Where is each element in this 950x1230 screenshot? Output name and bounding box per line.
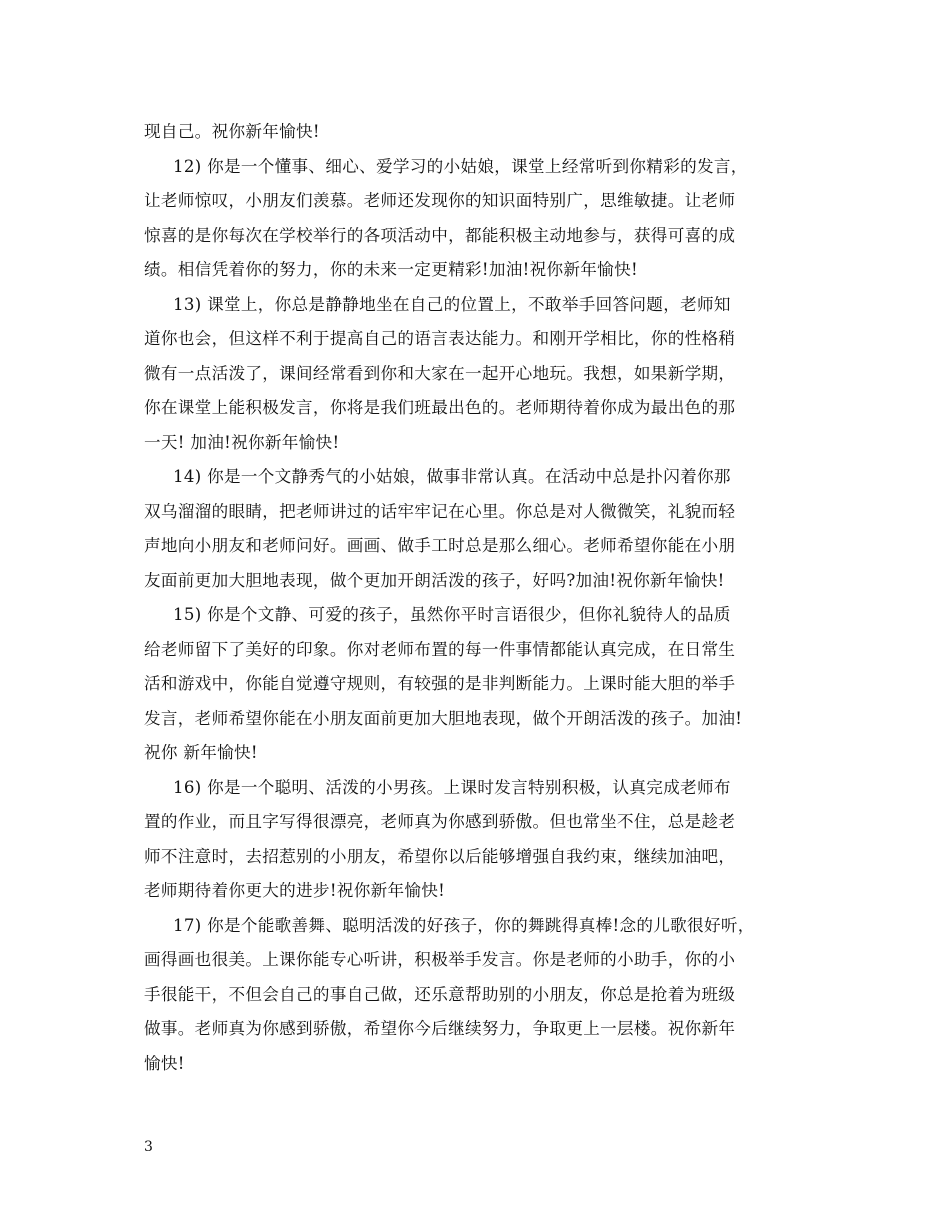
text-line: 老师期待着你更大的进步!祝你新年愉快! [144,881,446,900]
text-line: 声地向小朋友和老师问好。画画、做手工时总是那么细心。老师希望你能在小朋 [144,536,736,555]
text-line: 发言，老师希望你能在小朋友面前更加大胆地表现，做个开朗活泼的孩子。加油! [144,708,743,728]
page-number: 3 [144,1139,153,1155]
text-line: 一天! 加油!祝你新年愉快! [144,432,340,452]
paragraph-13-line: 13) 课堂上，你总是静静地坐在自己的位置上，不敢举手回答问题，老师知 [173,294,731,314]
text-line: 给老师留下了美好的印象。你对老师布置的每一件事情都能认真完成，在日常生 [144,639,736,659]
paragraph-16-line: 16) 你是一个聪明、活泼的小男孩。上课时发言特别积极，认真完成老师布 [173,777,731,797]
text-line: 友面前更加大胆地表现，做个更加开朗活泼的孩子，好吗?加油!祝你新年愉快! [144,570,725,590]
text-line: 活和游戏中，你能自觉遵守规则，有较强的是非判断能力。上课时能大胆的举手 [144,674,736,693]
text-line: 做事。老师真为你感到骄傲，希望你今后继续努力，争取更上一层楼。祝你新年 [144,1019,736,1038]
text-line: 师不注意时，去招惹别的小朋友，希望你以后能够增强自我约束，继续加油吧， [144,846,736,866]
paragraph-12-line: 12) 你是一个懂事、细心、爱学习的小姑娘，课堂上经常听到你精彩的发言， [173,156,748,176]
text-line: 道你也会，但这样不利于提高自己的语言表达能力。和刚开学相比，你的性格稍 [144,329,736,348]
paragraph-17-line: 17) 你是个能歌善舞、聪明活泼的好孩子，你的舞跳得真棒!念的儿歌很好听， [173,915,755,935]
text-line: 绩。相信凭着你的努力，你的未来一定更精彩!加油!祝你新年愉快! [144,260,638,279]
text-line: 微有一点活泼了，课间经常看到你和大家在一起开心地玩。我想，如果新学期， [144,363,736,383]
paragraph-15-line: 15) 你是个文静、可爱的孩子，虽然你平时言语很少，但你礼貌待人的品质 [173,605,731,624]
text-line: 画得画也很美。上课你能专心听讲，积极举手发言。你是老师的小助手，你的小 [144,950,736,969]
paragraph-14-line: 14) 你是一个文静秀气的小姑娘，做事非常认真。在活动中总是扑闪着你那 [173,467,731,486]
text-line: 愉快! [144,1053,185,1073]
text-line: 让老师惊叹，小朋友们羡慕。老师还发现你的知识面特别广，思维敏捷。让老师 [144,191,736,210]
text-line: 你在课堂上能积极发言，你将是我们班最出色的。老师期待着你成为最出色的那 [144,398,736,417]
text-line: 现自己。祝你新年愉快! [144,122,320,141]
document-body [144,115,814,1081]
text-line: 惊喜的是你每次在学校举行的各项活动中，都能积极主动地参与，获得可喜的成 [144,225,736,245]
text-line: 手很能干，不但会自己的事自己做，还乐意帮助别的小朋友，你总是抢着为班级 [144,984,736,1004]
text-line: 置的作业，而且字写得很漂亮，老师真为你感到骄傲。但也常坐不住，总是趁老 [144,812,736,831]
text-line: 祝你 新年愉快! [144,743,258,762]
text-line: 双乌溜溜的眼睛，把老师讲过的话牢牢记在心里。你总是对人微微笑，礼貌而轻 [144,501,736,521]
